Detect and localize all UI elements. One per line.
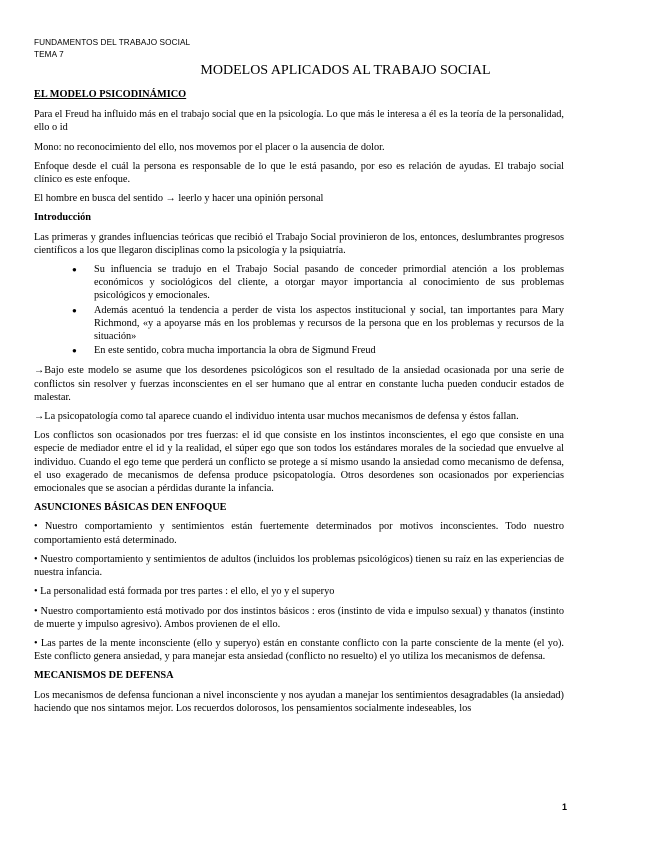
page-number: 1 (561, 802, 567, 812)
document-body (34, 88, 564, 721)
list-item: ● Además acentuó la tendencia a perder de vista los aspectos institucional y social, tan importantes para Mary Richmond, «y a apoyarse más en los problemas y recursos de la persona que en los problemas y recursos de la situación» (94, 304, 564, 344)
paragraph: Los mecanismos de defensa funcionan a nivel inconsciente y nos ayudan a manejar los sentimientos desagradables (la ansiedad) haciendo que nos sintamos mejor. Los recuerdos dolorosos, los pensamientos socialmente indeseables, los (34, 689, 564, 714)
header-course: FUNDAMENTOS DEL TRABAJO SOCIAL (34, 38, 191, 47)
section-heading-asunciones: ASUNCIONES BÁSICAS DEN ENFOQUE (34, 502, 227, 514)
header-tema: TEMA 7 (34, 50, 64, 59)
list-item: ● Su influencia se tradujo en el Trabajo Social pasando de conceder primordial atención a los problemas económicos y sociológicos del cliente, a otorgar mayor importancia al conocimiento de sus problemas psicológicos y emocionales. (94, 263, 564, 303)
bullet-list (34, 263, 564, 357)
section-heading-mecanismos: MECANISMOS DE DEFENSA (34, 670, 174, 682)
paragraph: El hombre en busca del sentido → leerlo y hacer una opinión personal (34, 193, 324, 205)
assumption-item: • Nuestro comportamiento y sentimientos están fuertemente determinados por motivos inconscientes. Todo nuestro comportamiento está determinado. (34, 521, 564, 546)
paragraph: →Bajo este modelo se asume que los desordenes psicológicos son el resultado de la ansiedad ocasionada por una serie de conflictos sin resolver y fuerzas inconscientes en el ser humano que al entrar en constante lucha pueden conducir estados de malestar. (34, 365, 564, 403)
paragraph: Enfoque desde el cuál la persona es responsable de lo que le está pasando, por eso es relación de ayudas. El trabajo social clínico es este enfoque. (34, 160, 564, 186)
paragraph: Las primeras y grandes influencias teóricas que recibió el Trabajo Social provinieron de los, entonces, deslumbrantes progresos científicos a los que llegaron disciplinas como la psicología y la psiquiatría. (34, 231, 564, 256)
paragraph: Los conflictos son ocasionados por tres fuerzas: el id que consiste en los instintos inconscientes, el ego que consiste en una especie de mediador entre el id y la realidad, el súper ego que son todos los estándares morales de la sociedad que envuelve al individuo. Cuando el ego teme que perderá un conflicto se protege a sí mismo usando la ansiedad como mecanismo de defensa, el uso exagerado de mecanismos de defensa produce psicopatología. Otros desordenes son ocasionados por experiencias emocionales que se asocian a pérdidas durante la infancia. (34, 430, 564, 495)
assumption-item: • La personalidad está formada por tres partes : el ello, el yo y el superyo (34, 586, 335, 598)
assumption-item: • Nuestro comportamiento y sentimientos de adultos (incluidos los problemas psicológicos) tienen su raíz en las experiencias de nuestra infancia. (34, 553, 564, 579)
section-heading-intro: Introducción (34, 212, 92, 224)
list-item: ● En este sentido, cobra mucha importancia la obra de Sigmund Freud (94, 344, 564, 357)
paragraph: Para el Freud ha influido más en el trabajo social que en la psicología. Lo que más le interesa a él es la teoría de la personalidad, ello o id (34, 109, 564, 134)
assumption-item: • Nuestro comportamiento está motivado por dos instintos básicos : eros (instinto de vida e impulso sexual) y thanatos (instinto de muerte y impulso agresivo). Ambos provienen de el ello. (34, 605, 564, 630)
section-heading-modelo: EL MODELO PSICODINÁMICO (34, 89, 187, 100)
paragraph: Mono: no reconocimiento del ello, nos movemos por el placer o la ausencia de dolor. (34, 141, 385, 153)
document-title: MODELOS APLICADOS AL TRABAJO SOCIAL (200, 63, 491, 78)
assumption-item: • Las partes de la mente inconsciente (ello y superyo) están en constante conflicto con la parte consciente de la mente (el yo). Este conflicto genera ansiedad, y para manejar esta ansiedad (conflicto no resuelto) el yo utiliza los mecanismos de defensa. (34, 637, 564, 663)
paragraph: →La psicopatología como tal aparece cuando el individuo intenta usar muchos mecanismos de defensa y éstos fallan. (34, 411, 519, 423)
